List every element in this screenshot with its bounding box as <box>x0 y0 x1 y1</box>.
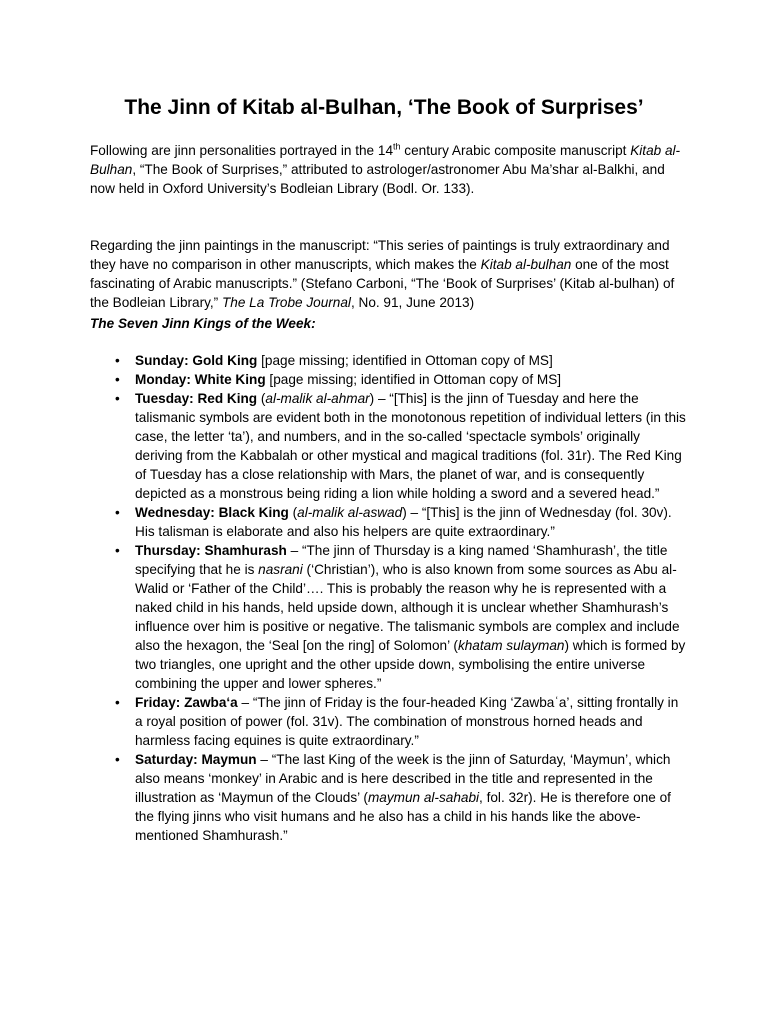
king-text: – “The jinn of Thursday is a king named ‘Shamhurash’, the title specifying that he is <box>135 543 668 577</box>
list-item <box>90 351 686 370</box>
king-italic: al-malik al-aswad <box>297 505 403 520</box>
intro-text-1: Following are jinn personalities portrayed in the 14 <box>90 143 394 158</box>
intro-text-2: century Arabic composite manuscript <box>400 143 631 158</box>
king-text: ) which is formed by two triangles, one upright and the other upside down, symbolising the entire universe combining the upper and lower spheres.” <box>135 638 686 691</box>
section-heading: The Seven Jinn Kings of the Week: <box>90 316 316 331</box>
king-name: Saturday: Maymun <box>135 752 257 767</box>
list-item <box>90 693 686 750</box>
bullet-icon: • <box>115 505 120 520</box>
regarding-paragraph <box>90 236 686 312</box>
king-text: [page missing; identified in Ottoman copy of MS] <box>265 372 562 387</box>
intro-superscript: th <box>393 141 401 152</box>
kings-list <box>90 351 686 845</box>
list-item <box>90 541 686 693</box>
bullet-icon: • <box>115 391 120 406</box>
king-text: ) – “[This] is the jinn of Wednesday (fol. 30v). His talisman is elaborate and also his helpers are quite extraordinary.” <box>135 505 672 539</box>
bullet-icon: • <box>115 543 120 558</box>
king-italic: nasrani <box>258 562 303 577</box>
regarding-italic-1: Kitab al-bulhan <box>480 257 572 272</box>
regarding-text-3: , No. 91, June 2013) <box>350 295 475 310</box>
king-text: – “The jinn of Friday is the four-headed King ‘Zawbaʿa’, sitting frontally in a royal position of power (fol. 31v). The combination of monstrous horned heads and harmless facing equines is quite extraordinary.” <box>135 695 679 748</box>
king-name: Thursday: Shamhurash <box>135 543 287 558</box>
king-name: Wednesday: Black King <box>135 505 289 520</box>
king-text: ( <box>288 505 298 520</box>
king-text: (‘Christian’), who is also known from some sources as Abu al-Walid or ‘Father of the Child’…. This is probably the reason why he is represented with a naked child in his hands, held upside down, although it is unclear whether Shamhurash’s influence over him is positive or negative. The talismanic symbols are complex and include also the hexagon, the ‘Seal [on the ring] of Solomon’ ( <box>135 562 680 653</box>
king-text: ( <box>257 391 266 406</box>
king-text: , fol. 32r). He is therefore one of the flying jinns who visit humans and he also has a child in his hands like the above-mentioned Shamhurash.” <box>135 790 671 843</box>
document-title: The Jinn of Kitab al-Bulhan, ‘The Book of Surprises’ <box>124 96 644 119</box>
intro-text-3: , “The Book of Surprises,” attributed to astrologer/astronomer Abu Ma’shar al-Balkhi, and now held in Oxford University’s Bodleian Library (Bodl. Or. 133). <box>90 162 665 196</box>
bullet-icon: • <box>115 695 120 710</box>
regarding-text-2: one of the most fascinating of Arabic manuscripts.” (Stefano Carboni, “The ‘Book of Surprises’ (Kitab al-bulhan) of the Bodleian Library,” <box>90 257 675 310</box>
king-italic: khatam sulayman <box>457 638 565 653</box>
king-name: Tuesday: Red King <box>135 391 258 406</box>
regarding-text-1: Regarding the jinn paintings in the manuscript: “This series of paintings is truly extraordinary and they have no comparison in other manuscripts, which makes the <box>90 238 670 272</box>
intro-paragraph <box>90 141 686 198</box>
intro-italic-title: Kitab al-Bulhan <box>90 143 681 177</box>
king-italic: maymun al-sahabi <box>367 790 480 805</box>
king-text: [page missing; identified in Ottoman copy of MS] <box>257 353 553 368</box>
bullet-icon: • <box>115 752 120 767</box>
list-item <box>90 503 686 541</box>
king-text: ) – “[This] is the jinn of Tuesday and here the talismanic symbols are evident both in the monotonous repetition of individual letters (in this case, the letter ‘ta’), and numbers, and in the so-called ‘spectacle symbols’ originally deriving from the Kabbalah or other mystical and magical traditions (fol. 31r). The Red King of Tuesday has a close relationship with Mars, the planet of war, and is consequently depicted as a monstrous being riding a lion while holding a sword and a severed head.” <box>135 391 686 501</box>
regarding-italic-2: The La Trobe Journal <box>221 295 351 310</box>
king-name: Monday: White King <box>135 372 266 387</box>
list-item <box>90 750 686 845</box>
bullet-icon: • <box>115 353 120 368</box>
king-name: Sunday: Gold King <box>135 353 258 368</box>
king-italic: al-malik al-ahmar <box>265 391 370 406</box>
bullet-icon: • <box>115 372 120 387</box>
list-item <box>90 370 686 389</box>
list-item <box>90 389 686 503</box>
king-name: Friday: Zawba‘a <box>135 695 238 710</box>
king-text: – “The last King of the week is the jinn of Saturday, ‘Maymun’, which also means ‘monkey’ in Arabic and is here described in the title and represented in the illustration as ‘Maymun of the Clouds’ ( <box>135 752 671 805</box>
